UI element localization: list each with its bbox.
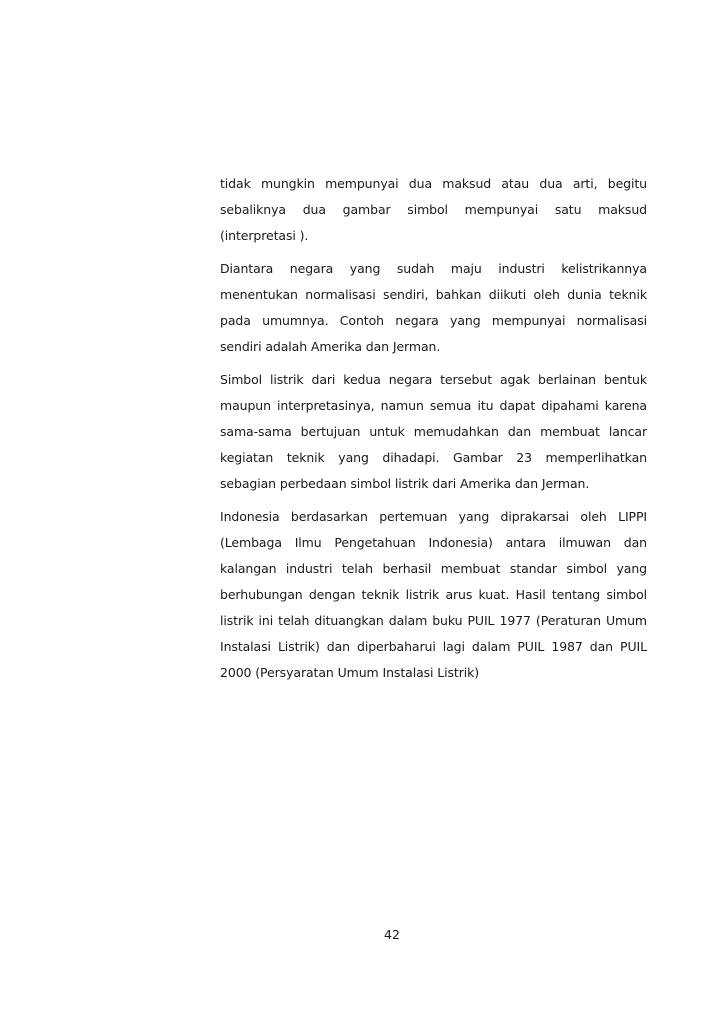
- paragraph-2: Diantara negara yang sudah maju industri kelistrikannya menentukan normalisasi sendiri, bahkan diikuti oleh dunia teknik pada umumnya. Contoh negara yang mempunyai normalisasi sendiri adalah Amerika dan Jerman.: [220, 261, 647, 354]
- page-number: 42: [384, 927, 400, 942]
- paragraph-3: Simbol listrik dari kedua negara tersebut agak berlainan bentuk maupun interpretasinya, namun semua itu dapat dipahami karena sama-sama bertujuan untuk memudahkan dan membuat lancar kegiatan teknik yang dihadapi. Gambar 23 memperlihatkan sebagian perbedaan simbol listrik dari Amerika dan Jerman.: [220, 372, 647, 491]
- paragraph-4: Indonesia berdasarkan pertemuan yang diprakarsai oleh LIPPI (Lembaga Ilmu Pengetahuan Indonesia) antara ilmuwan dan kalangan industri telah berhasil membuat standar simbol yang berhubungan dengan teknik listrik arus kuat. Hasil tentang simbol listrik ini telah dituangkan dalam buku PUIL 1977 (Peraturan Umum Instalasi Listrik) dan diperbaharui lagi dalam PUIL 1987 dan PUIL 2000 (Persyaratan Umum Instalasi Listrik): [220, 509, 647, 680]
- body-text: [220, 171, 647, 693]
- paragraph-1: tidak mungkin mempunyai dua maksud atau dua arti, begitu sebaliknya dua gambar simbol mempunyai satu maksud (interpretasi ).: [220, 176, 647, 243]
